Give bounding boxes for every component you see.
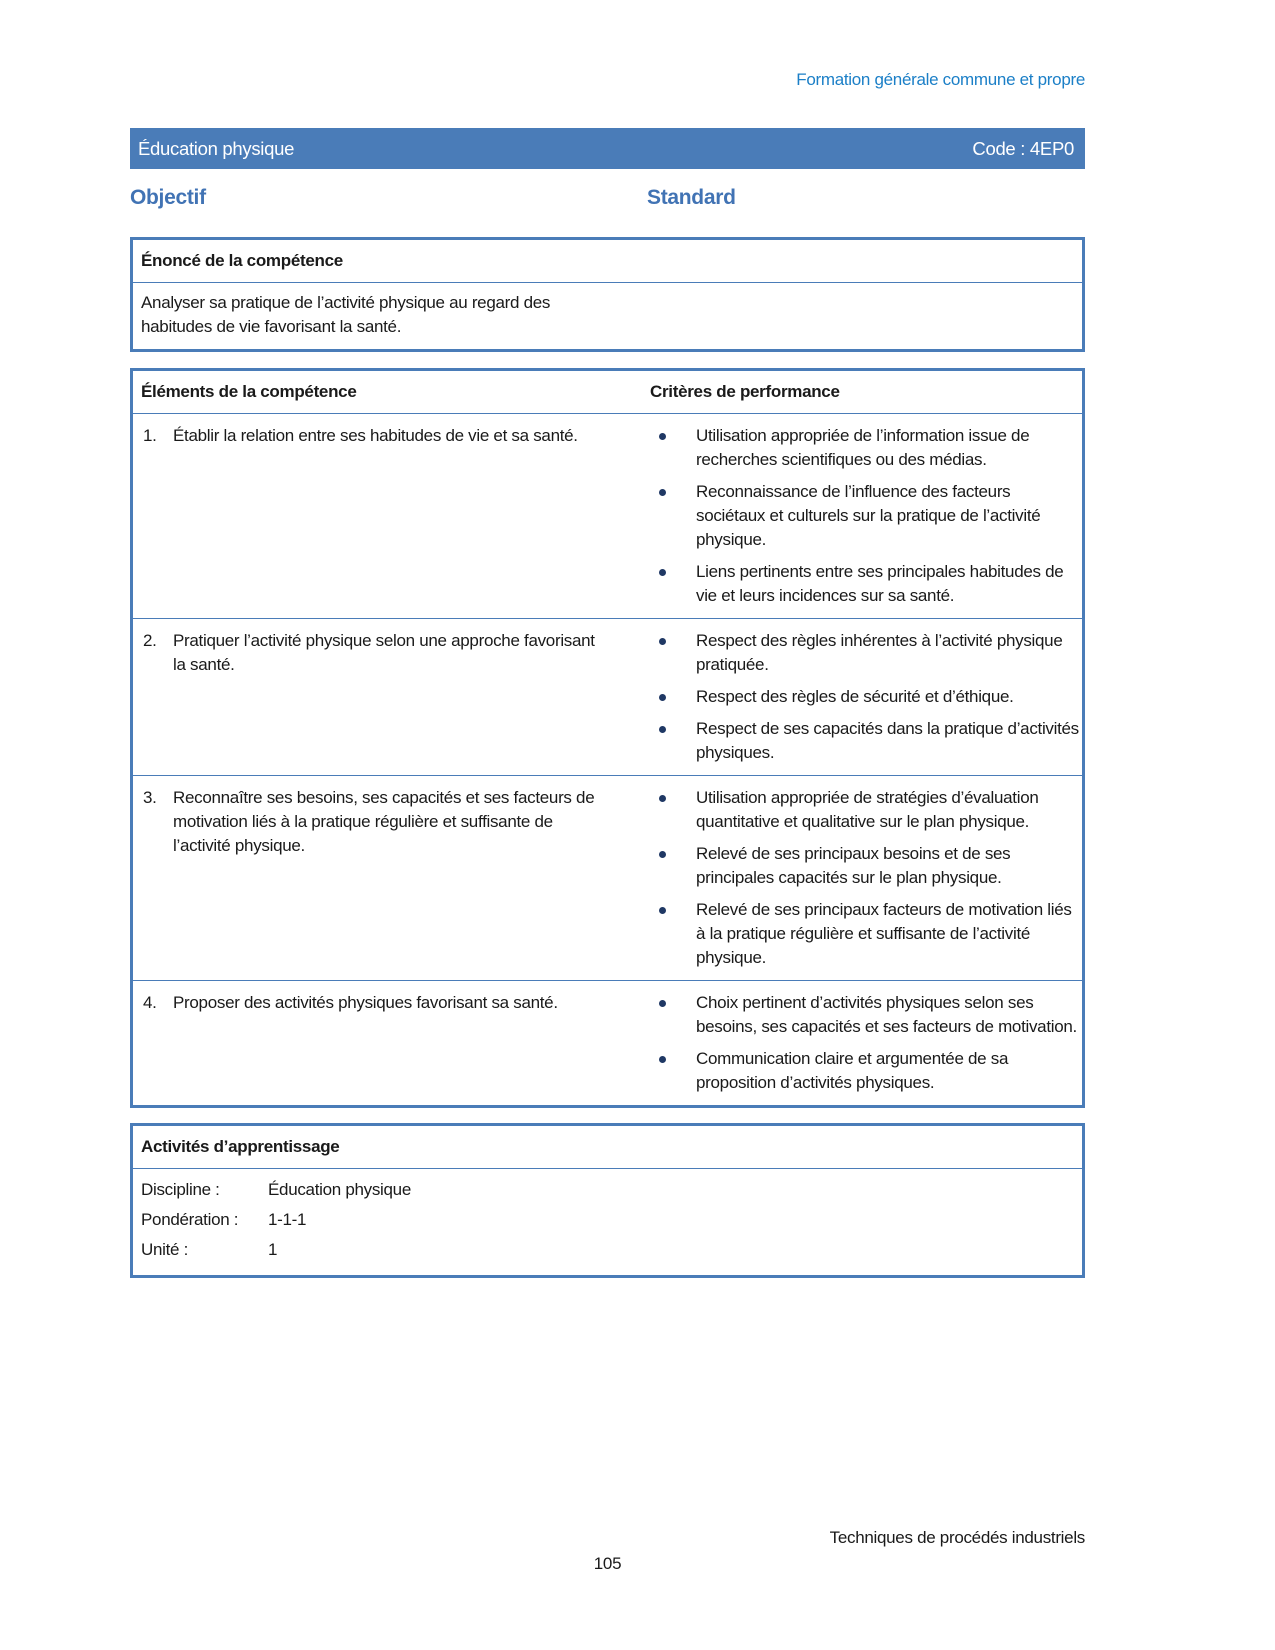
activites-field bbox=[141, 1175, 1074, 1205]
bullet-icon bbox=[659, 795, 666, 802]
enonce-body bbox=[133, 283, 1082, 349]
activites-field bbox=[141, 1205, 1074, 1235]
criteria-cell bbox=[650, 422, 1082, 608]
bullet-icon bbox=[659, 851, 666, 858]
course-title-bar bbox=[130, 128, 1085, 169]
criteres-header: Critères de performance bbox=[650, 382, 840, 401]
element-text: Établir la relation entre ses habitudes de vie et sa santé. bbox=[173, 426, 578, 445]
criteria-item bbox=[650, 629, 1082, 677]
element-text: Proposer des activités physiques favorisant sa santé. bbox=[173, 993, 558, 1012]
criteria-text: Reconnaissance de l’influence des facteurs sociétaux et culturels sur la pratique de l’activité physique. bbox=[696, 482, 1041, 549]
element-cell bbox=[133, 422, 650, 608]
activites-field bbox=[141, 1235, 1074, 1265]
elements-header: Éléments de la compétence bbox=[141, 382, 357, 401]
element-text: Pratiquer l’activité physique selon une approche favorisant la santé. bbox=[173, 631, 595, 674]
element-number: 2. bbox=[143, 631, 157, 650]
table-row bbox=[133, 619, 1082, 776]
criteria-text: Respect de ses capacités dans la pratique d’activités physiques. bbox=[696, 719, 1079, 762]
section-note: Formation générale commune et propre bbox=[796, 70, 1085, 89]
element-cell bbox=[133, 627, 650, 765]
bullet-icon bbox=[659, 433, 666, 440]
competence-table bbox=[130, 368, 1085, 1108]
element-number: 3. bbox=[143, 788, 157, 807]
element-cell bbox=[133, 989, 650, 1095]
course-code: Code : 4EP0 bbox=[972, 137, 1074, 159]
element-number: 1. bbox=[143, 426, 157, 445]
bullet-icon bbox=[659, 726, 666, 733]
footer-program-name: Techniques de procédés industriels bbox=[829, 1528, 1085, 1547]
table-header-row bbox=[133, 371, 1082, 414]
field-value: 1 bbox=[268, 1240, 278, 1259]
criteria-text: Liens pertinents entre ses principales habitudes de vie et leurs incidences sur sa santé. bbox=[696, 562, 1064, 605]
criteria-item bbox=[650, 991, 1082, 1039]
footer-page-number: 105 bbox=[593, 1554, 622, 1573]
criteria-text: Respect des règles de sécurité et d’éthique. bbox=[696, 687, 1014, 706]
table-row bbox=[133, 981, 1082, 1105]
criteria-text: Respect des règles inhérentes à l’activité physique pratiquée. bbox=[696, 631, 1063, 674]
criteria-text: Communication claire et argumentée de sa proposition d’activités physiques. bbox=[696, 1049, 1009, 1092]
enonce-text: Analyser sa pratique de l’activité physique au regard des habitudes de vie favorisant la santé. bbox=[141, 293, 551, 336]
enonce-title: Énoncé de la compétence bbox=[133, 240, 1082, 283]
criteria-cell bbox=[650, 989, 1082, 1095]
criteria-item bbox=[650, 1047, 1082, 1095]
document-content bbox=[130, 0, 1085, 1278]
field-label: Pondération : bbox=[141, 1210, 239, 1229]
bullet-icon bbox=[659, 569, 666, 576]
field-label: Discipline : bbox=[141, 1180, 220, 1199]
criteria-text: Relevé de ses principaux facteurs de motivation liés à la pratique régulière et suffisante de l’activité physique. bbox=[696, 900, 1072, 967]
bullet-icon bbox=[659, 907, 666, 914]
column-headings bbox=[130, 184, 1085, 211]
element-cell bbox=[133, 784, 650, 970]
enonce-box bbox=[130, 237, 1085, 352]
criteria-cell bbox=[650, 784, 1082, 970]
bullet-icon bbox=[659, 638, 666, 645]
course-title: Éducation physique bbox=[138, 137, 295, 159]
criteria-item bbox=[650, 898, 1082, 970]
criteria-text: Utilisation appropriée de stratégies d’évaluation quantitative et qualitative sur le plan physique. bbox=[696, 788, 1039, 831]
bullet-icon bbox=[659, 1056, 666, 1063]
activites-box bbox=[130, 1123, 1085, 1278]
criteria-item bbox=[650, 685, 1082, 709]
criteria-item bbox=[650, 717, 1082, 765]
criteria-text: Relevé de ses principaux besoins et de ses principales capacités sur le plan physique. bbox=[696, 844, 1011, 887]
table-row bbox=[133, 414, 1082, 619]
activites-body bbox=[133, 1169, 1082, 1275]
field-value: Éducation physique bbox=[268, 1180, 411, 1199]
criteria-item bbox=[650, 842, 1082, 890]
criteria-text: Choix pertinent d’activités physiques selon ses besoins, ses capacités et ses facteurs de motivation. bbox=[696, 993, 1077, 1036]
criteria-item bbox=[650, 560, 1082, 608]
field-label: Unité : bbox=[141, 1240, 189, 1259]
field-value: 1-1-1 bbox=[268, 1210, 307, 1229]
standard-heading: Standard bbox=[647, 186, 736, 209]
criteria-text: Utilisation appropriée de l’information issue de recherches scientifiques ou des médias. bbox=[696, 426, 1030, 469]
bullet-icon bbox=[659, 1000, 666, 1007]
criteria-item bbox=[650, 480, 1082, 552]
element-text: Reconnaître ses besoins, ses capacités et ses facteurs de motivation liés à la pratique régulière et suffisante de l’activité physique. bbox=[173, 788, 595, 855]
criteria-item bbox=[650, 424, 1082, 472]
element-number: 4. bbox=[143, 993, 157, 1012]
bullet-icon bbox=[659, 489, 666, 496]
activites-title: Activités d’apprentissage bbox=[133, 1126, 1082, 1169]
criteria-cell bbox=[650, 627, 1082, 765]
objectif-heading: Objectif bbox=[130, 186, 206, 209]
bullet-icon bbox=[659, 694, 666, 701]
table-row bbox=[133, 776, 1082, 981]
criteria-item bbox=[650, 786, 1082, 834]
